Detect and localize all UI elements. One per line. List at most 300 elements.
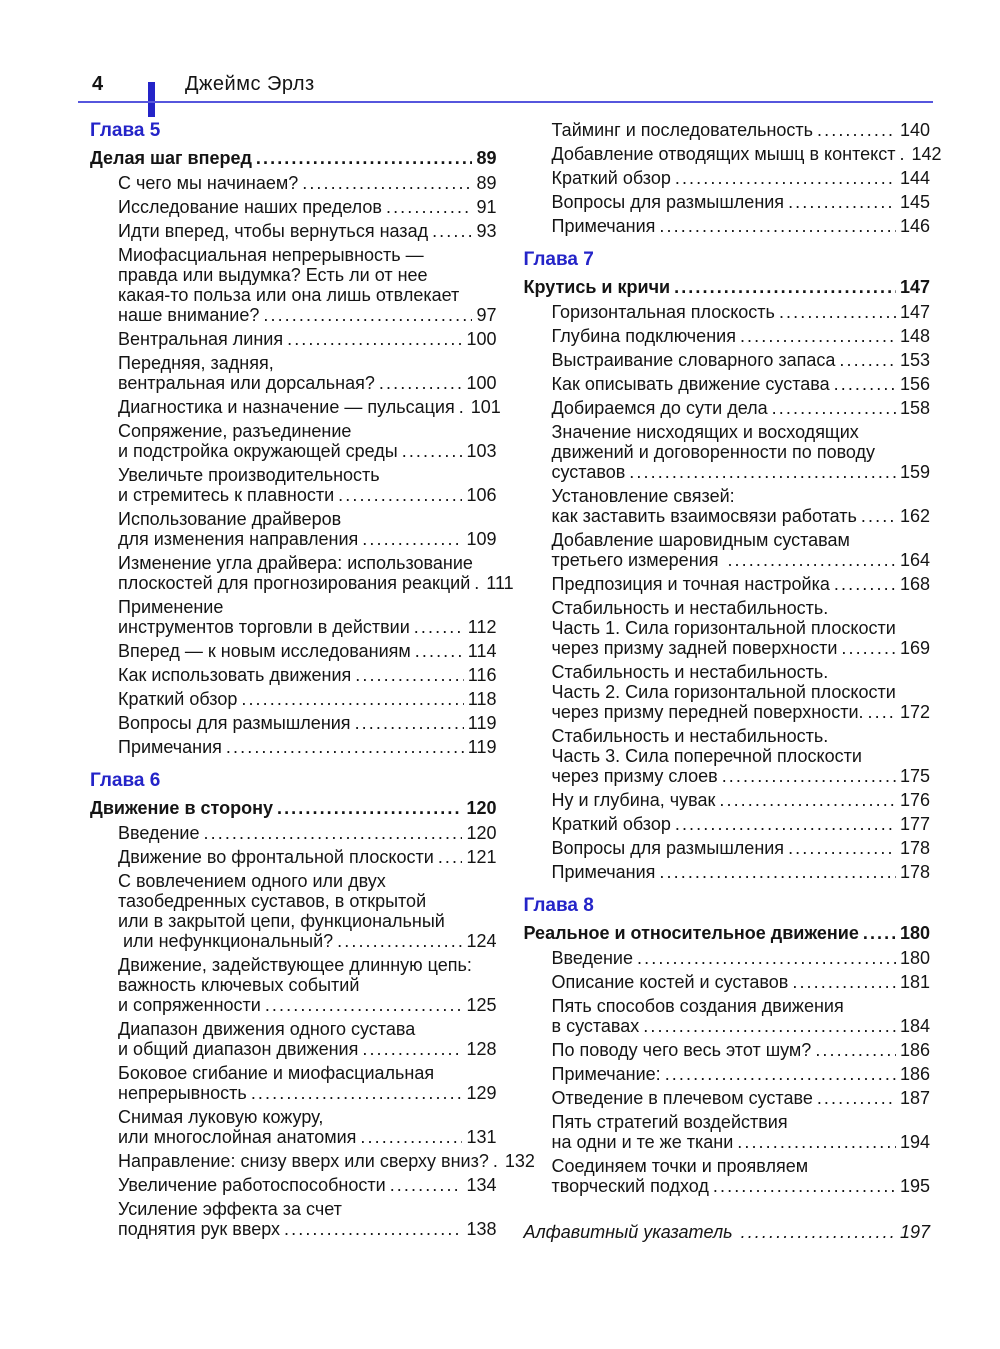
page-ref: 119 — [467, 713, 497, 733]
entry-last-line — [118, 689, 497, 709]
entry-text: Исследование наших пределов — [118, 197, 382, 217]
page-ref: 93 — [476, 221, 497, 241]
dot-leader — [788, 192, 896, 212]
page-ref: 147 — [899, 302, 930, 322]
page-ref: 134 — [466, 1175, 497, 1195]
page-ref: 168 — [899, 574, 930, 594]
chapter-label: Глава 7 — [523, 249, 594, 270]
entry-text: Алфавитный указатель — [523, 1222, 733, 1242]
page-ref: 181 — [899, 972, 930, 992]
entry-text: Краткий обзор — [551, 168, 671, 188]
dot-leader — [362, 1039, 462, 1059]
page-ref: 131 — [466, 1127, 497, 1147]
toc-column-left — [90, 120, 535, 1243]
entry-line: Пять стратегий воздействия — [551, 1112, 788, 1132]
dot-leader — [386, 197, 473, 217]
entry-text: через призму передней поверхности. — [551, 702, 864, 722]
entry-last-line — [118, 1175, 497, 1195]
entry-text: или многослойная анатомия — [118, 1127, 357, 1147]
running-title: Джеймс Эрлз — [185, 73, 315, 95]
entry-text: Добираемся до сути дела — [551, 398, 768, 418]
toc-entry — [524, 814, 931, 834]
dot-leader — [740, 326, 896, 346]
dot-leader — [839, 350, 896, 370]
page-ref: 109 — [466, 529, 497, 549]
entry-last-line — [118, 1151, 535, 1171]
toc-entry — [524, 192, 931, 212]
entry-last-line — [552, 638, 931, 658]
page-ref: 164 — [899, 550, 930, 570]
dot-leader — [868, 702, 896, 722]
page-ref: 195 — [899, 1176, 930, 1196]
dot-leader — [379, 373, 463, 393]
entry-line: движений и договоренности по поводу — [551, 442, 876, 462]
toc-chapter — [524, 120, 942, 236]
entry-last-line — [118, 221, 497, 241]
toc-entry — [524, 486, 931, 526]
entry-last-line — [118, 573, 514, 593]
entry-text: Отведение в плечевом суставе — [551, 1088, 813, 1108]
toc-entry — [524, 726, 931, 786]
entry-last-line — [552, 862, 931, 882]
entry-text: и общий диапазон движения — [118, 1039, 359, 1059]
entry-text: на одни и те же ткани — [551, 1132, 734, 1152]
page-ref: 116 — [467, 665, 497, 685]
toc-entry — [90, 509, 497, 549]
toc-entry — [90, 665, 497, 685]
toc-entry — [90, 353, 497, 393]
entry-text: Введение — [118, 823, 200, 843]
entry-text: Краткий обзор — [551, 814, 671, 834]
dot-leader — [251, 1083, 463, 1103]
entry-last-line — [551, 144, 942, 164]
entry-text: Движение в сторону — [90, 798, 273, 818]
entry-last-line — [552, 1016, 931, 1036]
entry-last-line — [118, 1219, 497, 1239]
entry-last-line — [118, 665, 497, 685]
toc-entry — [524, 168, 931, 188]
entry-last-line — [118, 713, 497, 733]
entry-text: непрерывность — [118, 1083, 247, 1103]
dot-leader — [637, 948, 896, 968]
page-ref: 178 — [899, 862, 930, 882]
entry-text: Вопросы для размышления — [118, 713, 351, 733]
page-ref: 89 — [476, 148, 497, 168]
page-ref: 114 — [467, 641, 497, 661]
entry-text: Делая шаг вперед — [90, 148, 252, 168]
entry-text: Идти вперед, чтобы вернуться назад — [118, 221, 429, 241]
toc-entry — [524, 120, 931, 140]
entry-line: Стабильность и нестабильность. — [551, 662, 829, 682]
entry-last-line — [118, 847, 497, 867]
entry-line: Движение, задействующее длинную цепь: — [118, 955, 472, 975]
entry-text: Как описывать движение сустава — [551, 374, 830, 394]
entry-text: плоскостей для прогнозирования реакций — [118, 573, 471, 593]
page-ref: 177 — [899, 814, 930, 834]
entry-text: Ну и глубина, чувак — [551, 790, 716, 810]
toc-entry — [90, 1151, 535, 1171]
page-ref: 194 — [899, 1132, 930, 1152]
chapter-label: Глава 8 — [523, 895, 594, 916]
dot-leader — [265, 995, 463, 1015]
entry-text: По поводу чего весь этот шум? — [551, 1040, 812, 1060]
entry-line: Изменение угла драйвера: использование — [118, 553, 473, 573]
dot-leader — [362, 529, 462, 549]
page-ref: 156 — [899, 374, 930, 394]
toc-entry — [524, 1112, 931, 1152]
entry-text: наше внимание? — [118, 305, 260, 325]
page-ref: 186 — [899, 1040, 930, 1060]
page-ref: 125 — [466, 995, 497, 1015]
entry-last-line — [118, 617, 497, 637]
entry-text: через призму задней поверхности — [551, 638, 838, 658]
entry-text: Примечания — [551, 216, 656, 236]
entry-text: и подстройка окружающей среды — [118, 441, 398, 461]
entry-text: Введение — [551, 948, 634, 968]
dot-leader — [277, 798, 462, 818]
entry-line: Передняя, задняя, — [118, 353, 274, 373]
entry-text: Движение во фронтальной плоскости — [118, 847, 434, 867]
toc-entry — [524, 216, 931, 236]
entry-text: вентральная или дорсальная? — [118, 373, 375, 393]
dot-leader — [302, 173, 472, 193]
toc-entry — [524, 350, 931, 370]
toc-entry — [90, 173, 497, 193]
page-ref: 178 — [899, 838, 930, 858]
entry-text: Глубина подключения — [551, 326, 736, 346]
toc-chapter — [90, 770, 535, 1239]
dot-leader — [402, 441, 463, 461]
toc-entry — [90, 1199, 497, 1239]
entry-last-line — [552, 972, 931, 992]
entry-last-line — [552, 1176, 931, 1196]
entry-line: важность ключевых событий — [118, 975, 360, 995]
page-ref: 100 — [466, 373, 497, 393]
entry-last-line — [552, 814, 931, 834]
page-ref: 89 — [476, 173, 497, 193]
entry-line: Добавление шаровидным суставам — [551, 530, 850, 550]
entry-text: Добавление отводящих мышц в контекст — [551, 144, 896, 164]
entry-line: Стабильность и нестабильность. — [551, 726, 829, 746]
toc-entry — [524, 422, 931, 482]
toc-entry — [524, 144, 942, 164]
entry-text: Выстраивание словарного запаса — [551, 350, 836, 370]
toc-entry — [524, 972, 931, 992]
entry-text: Описание костей и суставов — [551, 972, 789, 992]
entry-last-line — [552, 216, 931, 236]
page-ref: 106 — [466, 485, 497, 505]
toc-entry — [90, 1107, 497, 1147]
page-ref: 129 — [466, 1083, 497, 1103]
page-ref: 124 — [466, 931, 497, 951]
page-ref: 144 — [899, 168, 930, 188]
entry-text: Реальное и относительное движение — [523, 923, 859, 943]
dot-leader — [719, 790, 896, 810]
entry-last-line — [552, 168, 931, 188]
dot-leader — [360, 1127, 462, 1147]
toc-entry — [90, 553, 514, 593]
toc-entry — [524, 374, 931, 394]
dot-leader — [863, 923, 896, 943]
toc-chapter — [524, 895, 931, 1196]
toc-entry — [524, 1040, 931, 1060]
dot-leader — [659, 216, 896, 236]
dot-leader — [390, 1175, 463, 1195]
page-ref: 120 — [466, 823, 497, 843]
toc-entry — [524, 530, 931, 570]
folio-page-number: 4 — [92, 73, 104, 95]
dot-leader — [204, 823, 463, 843]
toc-entry — [90, 823, 497, 843]
dot-leader — [284, 1219, 462, 1239]
page-ref: 172 — [899, 702, 930, 722]
dot-leader — [226, 737, 464, 757]
entry-last-line — [118, 1127, 497, 1147]
entry-last-line — [118, 397, 501, 417]
dot-leader — [713, 1176, 896, 1196]
page-ref: 186 — [899, 1064, 930, 1084]
dot-leader — [337, 931, 462, 951]
entry-line: С вовлечением одного или двух — [118, 871, 386, 891]
entry-text: через призму слоев — [551, 766, 718, 786]
entry-text: Диагностика и назначение — пульсация — [118, 397, 455, 417]
entry-text: поднятия рук вверх — [118, 1219, 281, 1239]
dot-leader — [788, 838, 896, 858]
dot-leader — [414, 617, 464, 637]
dot-leader — [792, 972, 896, 992]
page-ref: 112 — [467, 617, 497, 637]
entry-text: Крутись и кричи — [523, 277, 671, 297]
entry-last-line — [118, 173, 497, 193]
page-ref: 101 — [470, 397, 501, 417]
toc-entry — [524, 996, 931, 1036]
dot-leader — [675, 168, 896, 188]
entry-text: в суставах — [551, 1016, 640, 1036]
dot-leader — [722, 766, 896, 786]
dot-leader — [643, 1016, 896, 1036]
toc-entry — [90, 397, 501, 417]
toc-entry — [90, 1175, 497, 1195]
entry-text: третьего измерения — [551, 550, 724, 570]
entry-line: Часть 1. Сила горизонтальной плоскости — [551, 618, 896, 638]
toc-entry — [90, 329, 497, 349]
entry-last-line — [552, 506, 931, 526]
entry-text: Вопросы для размышления — [551, 192, 785, 212]
toc-entry — [524, 326, 931, 346]
toc-entry — [90, 641, 497, 661]
entry-text: Вопросы для размышления — [551, 838, 785, 858]
entry-last-line — [552, 838, 931, 858]
entry-last-line — [118, 197, 497, 217]
page-ref: 159 — [899, 462, 930, 482]
entry-last-line — [118, 441, 497, 461]
dot-leader — [815, 1040, 896, 1060]
entry-last-line — [118, 529, 497, 549]
entry-last-line — [552, 374, 931, 394]
header-divider-bar — [148, 82, 155, 117]
toc-entry — [90, 465, 497, 505]
page-ref: 176 — [899, 790, 930, 810]
dot-leader — [355, 713, 464, 733]
dot-leader — [899, 144, 907, 164]
dot-leader — [459, 397, 467, 417]
dot-leader — [741, 1222, 896, 1242]
chapter-label: Глава 5 — [90, 120, 161, 141]
page-ref: 140 — [899, 120, 930, 140]
entry-line: Сопряжение, разъединение — [118, 421, 352, 441]
entry-line: Боковое сгибание и миофасциальная — [118, 1063, 435, 1083]
entry-last-line — [118, 1083, 497, 1103]
dot-leader — [263, 305, 472, 325]
entry-last-line — [552, 702, 931, 722]
entry-last-line — [118, 373, 497, 393]
entry-last-line — [552, 1132, 931, 1152]
entry-last-line — [118, 305, 497, 325]
dot-leader — [474, 573, 482, 593]
chapter-title-row — [524, 277, 931, 297]
dot-leader — [659, 862, 896, 882]
toc-entry — [90, 871, 497, 951]
toc-entry — [524, 398, 931, 418]
entry-line: Миофасциальная непрерывность — — [118, 245, 424, 265]
entry-last-line — [118, 995, 497, 1015]
entry-line: тазобедренных суставов, в открытой — [118, 891, 427, 911]
page-ref: 146 — [899, 216, 930, 236]
entry-line: Применение — [118, 597, 224, 617]
entry-last-line — [552, 192, 931, 212]
page-ref: 169 — [899, 638, 930, 658]
entry-line: правда или выдумка? Есть ли от нее — [118, 265, 428, 285]
dot-leader — [355, 665, 464, 685]
entry-last-line — [552, 350, 931, 370]
dot-leader — [415, 641, 464, 661]
entry-last-line — [118, 641, 497, 661]
entry-last-line — [552, 1088, 931, 1108]
toc-entry — [90, 597, 497, 637]
toc-entry — [90, 1019, 497, 1059]
page-ref: 119 — [467, 737, 497, 757]
dot-leader — [861, 506, 896, 526]
entry-last-line — [552, 120, 931, 140]
entry-line: Усиление эффекта за счет — [118, 1199, 342, 1219]
page-ref: 111 — [486, 573, 514, 593]
dot-leader — [727, 550, 896, 570]
page-ref: 184 — [899, 1016, 930, 1036]
toc-entry — [524, 1088, 931, 1108]
entry-line: или в закрытой цепи, функциональный — [118, 911, 445, 931]
toc-entry — [90, 689, 497, 709]
toc-columns — [90, 120, 942, 1243]
dot-leader — [841, 638, 896, 658]
toc-entry — [524, 790, 931, 810]
entry-last-line — [552, 326, 931, 346]
toc-entry — [524, 598, 931, 658]
entry-text: Направление: снизу вверх или сверху вниз? — [118, 1151, 489, 1171]
dot-leader — [675, 814, 896, 834]
entry-text: или нефункциональный? — [118, 931, 334, 951]
page-ref: 138 — [466, 1219, 497, 1239]
entry-line: Увеличьте производительность — [118, 465, 380, 485]
page-ref: 91 — [476, 197, 497, 217]
entry-text: Увеличение работоспособности — [118, 1175, 386, 1195]
entry-text: творческий подход — [551, 1176, 709, 1196]
dot-leader — [834, 374, 896, 394]
page-ref: 132 — [504, 1151, 535, 1171]
entry-text: Примечания — [551, 862, 656, 882]
toc-entry — [90, 1063, 497, 1103]
dot-leader — [256, 148, 473, 168]
page-ref: 153 — [899, 350, 930, 370]
toc-chapter — [90, 120, 514, 757]
page-ref: 145 — [899, 192, 930, 212]
entry-text: и сопряженности — [118, 995, 261, 1015]
page-ref: 148 — [899, 326, 930, 346]
toc-entry — [90, 955, 497, 1015]
page-ref: 118 — [467, 689, 497, 709]
page-ref: 187 — [899, 1088, 930, 1108]
toc-entry — [524, 574, 931, 594]
entry-line: Использование драйверов — [118, 509, 342, 529]
entry-text: суставов — [551, 462, 626, 482]
toc-entry — [90, 221, 497, 241]
toc-entry — [90, 197, 497, 217]
page-ref: 97 — [476, 305, 497, 325]
dot-leader — [772, 398, 896, 418]
toc-entry — [524, 1064, 931, 1084]
dot-leader — [737, 1132, 896, 1152]
entry-line: Стабильность и нестабильность. — [551, 598, 829, 618]
entry-text: С чего мы начинаем? — [118, 173, 299, 193]
entry-last-line — [552, 550, 931, 570]
dot-leader — [629, 462, 896, 482]
chapter-title-row — [90, 148, 497, 168]
entry-last-line — [552, 948, 931, 968]
entry-text: и стремитесь к плавности — [118, 485, 335, 505]
dot-leader — [287, 329, 462, 349]
chapter-title-row — [524, 923, 931, 943]
toc-entry — [90, 737, 497, 757]
toc-column-right — [523, 120, 942, 1243]
page-ref: 121 — [466, 847, 497, 867]
page-ref: 120 — [466, 798, 497, 818]
entry-line: Снимая луковую кожуру, — [118, 1107, 324, 1127]
entry-last-line — [552, 766, 931, 786]
entry-last-line — [552, 574, 931, 594]
entry-last-line — [552, 462, 931, 482]
entry-text: Краткий обзор — [118, 689, 238, 709]
entry-text: Горизонтальная плоскость — [551, 302, 775, 322]
toc-entry — [90, 713, 497, 733]
entry-text: Тайминг и последовательность — [551, 120, 814, 140]
entry-last-line — [552, 398, 931, 418]
entry-line: Часть 2. Сила горизонтальной плоскости — [551, 682, 896, 702]
entry-line: Установление связей: — [551, 486, 735, 506]
dot-leader — [665, 1064, 896, 1084]
chapter-title-row — [90, 798, 497, 818]
page-ref: 175 — [899, 766, 930, 786]
entry-line: Пять способов создания движения — [551, 996, 844, 1016]
entry-text: Примечания — [118, 737, 222, 757]
page-ref: 100 — [466, 329, 497, 349]
page-ref: 180 — [899, 923, 930, 943]
toc-entry — [524, 862, 931, 882]
page-header — [90, 0, 930, 103]
entry-last-line — [118, 931, 497, 951]
entry-last-line — [552, 790, 931, 810]
entry-text: инструментов торговли в действии — [118, 617, 410, 637]
entry-text: Как использовать движения — [118, 665, 352, 685]
page-ref: 197 — [899, 1222, 930, 1242]
